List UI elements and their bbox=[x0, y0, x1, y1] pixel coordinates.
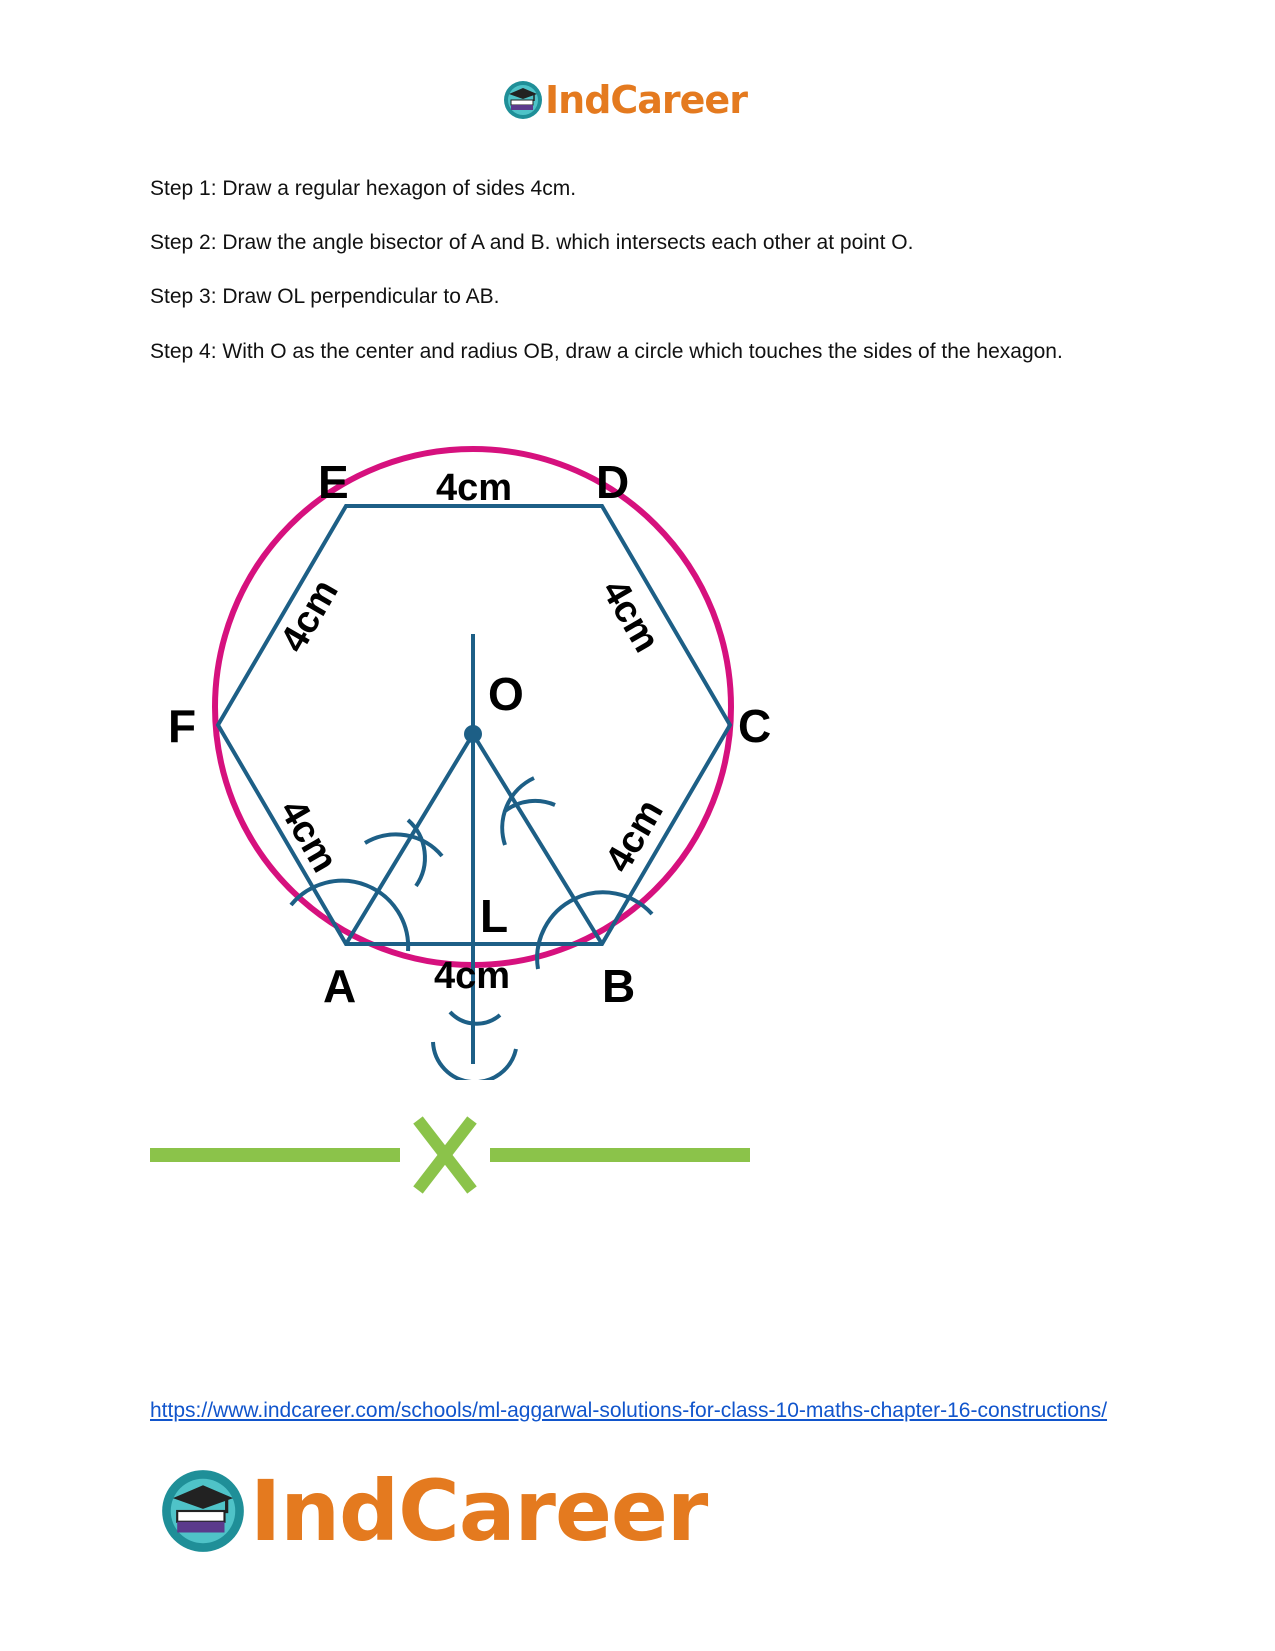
brand-name: IndCareer bbox=[545, 78, 747, 122]
section-divider bbox=[150, 1115, 750, 1195]
hexagon-construction-diagram bbox=[150, 440, 790, 1080]
label-o: O bbox=[488, 668, 524, 720]
arc-mark-3 bbox=[505, 801, 555, 811]
label-b: B bbox=[602, 960, 636, 1012]
label-a: A bbox=[323, 960, 357, 1012]
source-link[interactable]: https://www.indcareer.com/schools/ml-aggarwal-solutions-for-class-10-maths-chapter-16-constructions/ bbox=[150, 1399, 1108, 1422]
side-label-ed: 4cm bbox=[435, 467, 513, 509]
step-3: Step 3: Draw OL perpendicular to AB. bbox=[150, 285, 500, 308]
point-o-dot bbox=[464, 725, 482, 743]
side-label-bc: 4cm bbox=[597, 792, 672, 880]
footer-logo[interactable] bbox=[160, 1462, 707, 1560]
step-2: Step 2: Draw the angle bisector of A and B. which intersects each other at point O. bbox=[150, 231, 914, 254]
arc-mark-2 bbox=[408, 820, 425, 886]
bisector-a bbox=[346, 734, 473, 944]
brand-name: IndCareer bbox=[250, 1462, 708, 1560]
label-d: D bbox=[596, 456, 630, 508]
step-1: Step 1: Draw a regular hexagon of sides 4cm. bbox=[150, 177, 577, 200]
label-f: F bbox=[168, 700, 197, 752]
graduation-cap-book-icon bbox=[160, 1468, 246, 1554]
label-c: C bbox=[738, 700, 772, 752]
label-e: E bbox=[318, 456, 349, 508]
step-4: Step 4: With O as the center and radius OB, draw a circle which touches the sides of the hexagon. bbox=[150, 340, 1063, 363]
side-label-fa: 4cm bbox=[271, 792, 346, 880]
label-l: L bbox=[480, 890, 509, 942]
side-label-fe: 4cm bbox=[272, 572, 347, 660]
graduation-cap-book-icon bbox=[503, 80, 543, 120]
header-logo[interactable] bbox=[503, 78, 747, 122]
side-label-dc: 4cm bbox=[593, 572, 668, 660]
side-label-ab: 4cm bbox=[433, 955, 511, 997]
